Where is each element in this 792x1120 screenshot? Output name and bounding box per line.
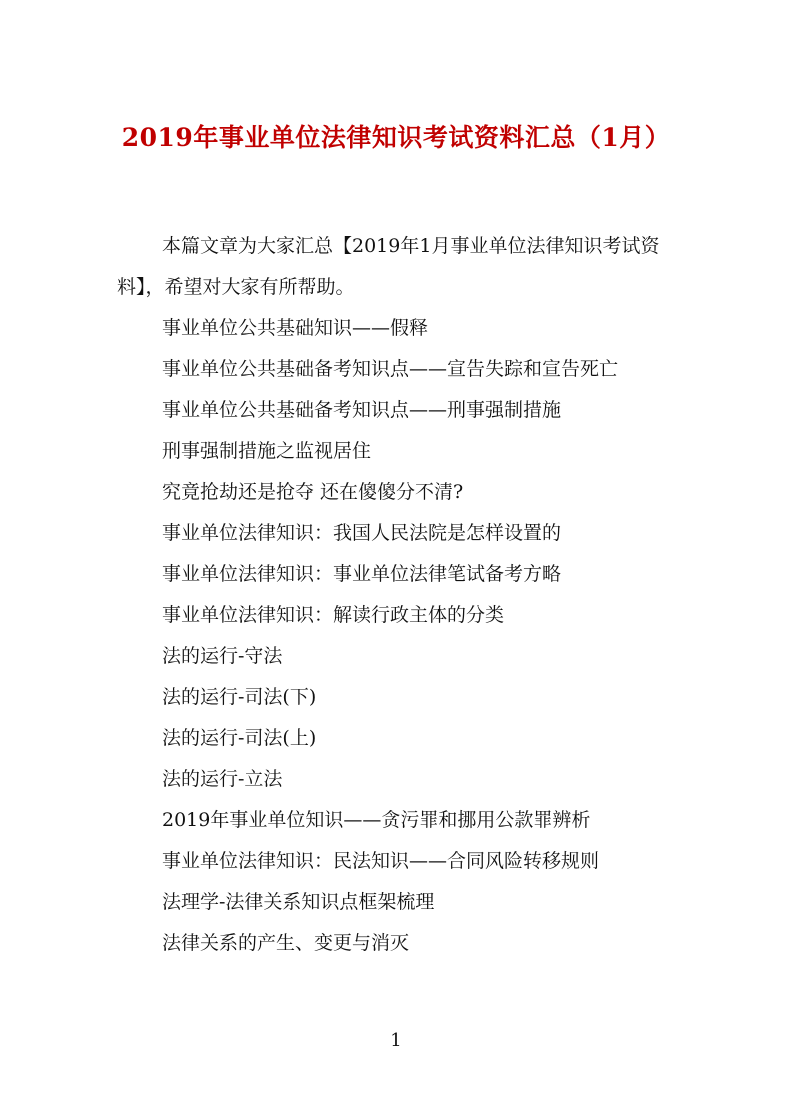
list-item: 事业单位公共基础备考知识点——刑事强制措施 [162, 399, 562, 421]
list-item: 法律关系的产生、变更与消灭 [162, 932, 410, 954]
list-item: 法理学-法律关系知识点框架梳理 [162, 891, 435, 913]
list-item: 事业单位法律知识：我国人民法院是怎样设置的 [162, 522, 562, 544]
list-item: 法的运行-司法(上) [162, 727, 317, 749]
list-item: 法的运行-司法(下) [162, 686, 317, 708]
list-item: 事业单位法律知识：民法知识——合同风险转移规则 [162, 850, 600, 872]
list-item: 2019年事业单位知识——贪污罪和挪用公款罪辨析 [162, 809, 591, 831]
list-item: 法的运行-立法 [162, 768, 283, 790]
list-item: 究竟抢劫还是抢夺 还在傻傻分不清? [162, 481, 464, 503]
intro-paragraph: 本篇文章为大家汇总【2019年1月事业单位法律知识考试资料】，希望对大家有所帮助。 [117, 235, 660, 298]
document-body [117, 226, 675, 964]
document-title: 2019年事业单位法律知识考试资料汇总（1月） [121, 123, 671, 152]
list-item: 刑事强制措施之监视居住 [162, 440, 372, 462]
list-item: 事业单位公共基础知识——假释 [162, 317, 429, 339]
page-number: 1 [390, 1030, 402, 1051]
list-item: 法的运行-守法 [162, 645, 283, 667]
list-item: 事业单位公共基础备考知识点——宣告失踪和宣告死亡 [162, 358, 619, 380]
list-item: 事业单位法律知识：解读行政主体的分类 [162, 604, 505, 626]
list-item: 事业单位法律知识：事业单位法律笔试备考方略 [162, 563, 562, 585]
